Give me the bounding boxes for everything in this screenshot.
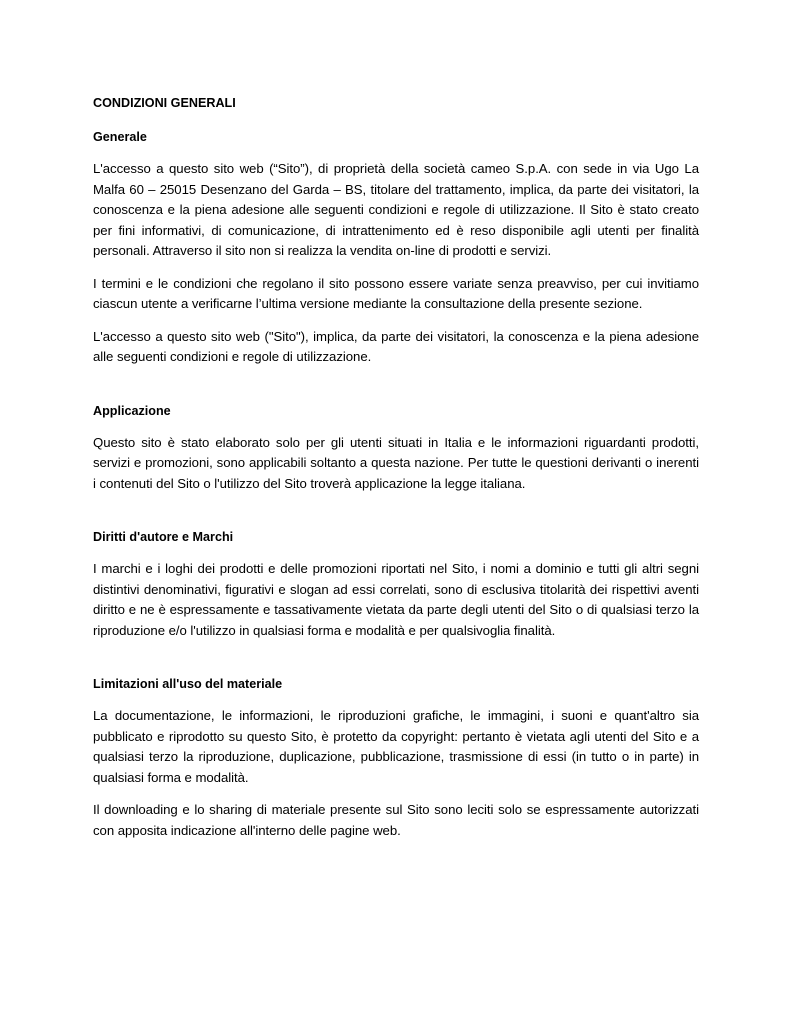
section-heading-diritti: Diritti d'autore e Marchi [93, 530, 234, 544]
paragraph-applicazione-1: Questo sito è stato elaborato solo per gli utenti situati in Italia e le informazioni riguardanti prodotti, servizi e promozioni, sono applicabili soltanto a questa nazione. Per tutte le questioni derivanti o inerenti i contenuti del Sito o l'utilizzo del Sito troverà applicazione la legge italiana. [93, 434, 699, 491]
section-heading-generale: Generale [93, 130, 147, 144]
section-generale [93, 127, 699, 368]
document-page [93, 93, 699, 853]
section-spacer [93, 380, 699, 401]
paragraph-diritti-1: I marchi e i loghi dei prodotti e delle promozioni riportati nel Sito, i nomi a dominio e tutti gli altri segni distintivi denominativi, figurativi e slogan ad essi correlati, sono di esclusiva titolarità dei rispettivi aventi diritto e ne è espressamente e tassativamente vietata da parte degli utenti del Sito o di qualsiasi terzo la riproduzione e/o l'utilizzo in qualsiasi forma e modalità e per qualsivoglia finalità. [93, 561, 699, 638]
section-applicazione [93, 401, 699, 495]
section-limitazioni [93, 674, 699, 841]
paragraph-generale-1: L'accesso a questo sito web (“Sito”), di proprietà della società cameo S.p.A. con sede in via Ugo La Malfa 60 – 25015 Desenzano del Garda – BS, titolare del trattamento, implica, da parte dei visitatori, la conoscenza e la piena adesione alle seguenti condizioni e regole di utilizzazione. Il Sito è stato creato per fini informativi, di comunicazione, di intrattenimento ed è reso disponibile agli utenti per finalità personali. Attraverso il sito non si realizza la vendita on-line di prodotti e servizi. [93, 161, 699, 258]
section-spacer [93, 506, 699, 527]
paragraph-generale-2: I termini e le condizioni che regolano il sito possono essere variate senza preavviso, per cui invitiamo ciascun utente a verificarne l’ultima versione mediante la consultazione della presente sezione. [93, 275, 699, 311]
paragraph-limitazioni-2: Il downloading e lo sharing di materiale presente sul Sito sono leciti solo se espressamente autorizzati con apposita indicazione all'interno delle pagine web. [93, 802, 699, 838]
section-heading-applicazione: Applicazione [93, 403, 171, 418]
paragraph-generale-3: L'accesso a questo sito web ("Sito"), implica, da parte dei visitatori, la conoscenza e la piena adesione alle seguenti condizioni e regole di utilizzazione. [93, 328, 699, 364]
paragraph-limitazioni-1: La documentazione, le informazioni, le riproduzioni grafiche, le immagini, i suoni e quant'altro sia pubblicato e riprodotto su questo Sito, è protetto da copyright: pertanto è vietata agli utenti del Sito e a qualsiasi terzo la riproduzione, duplicazione, pubblicazione, trasmissione di essi (in tutto o in parte) in qualsiasi forma e modalità. [93, 708, 699, 785]
section-heading-limitazioni: Limitazioni all'uso del materiale [93, 677, 283, 691]
section-spacer [93, 653, 699, 674]
section-diritti [93, 527, 699, 641]
document-title: CONDIZIONI GENERALI [93, 96, 236, 110]
